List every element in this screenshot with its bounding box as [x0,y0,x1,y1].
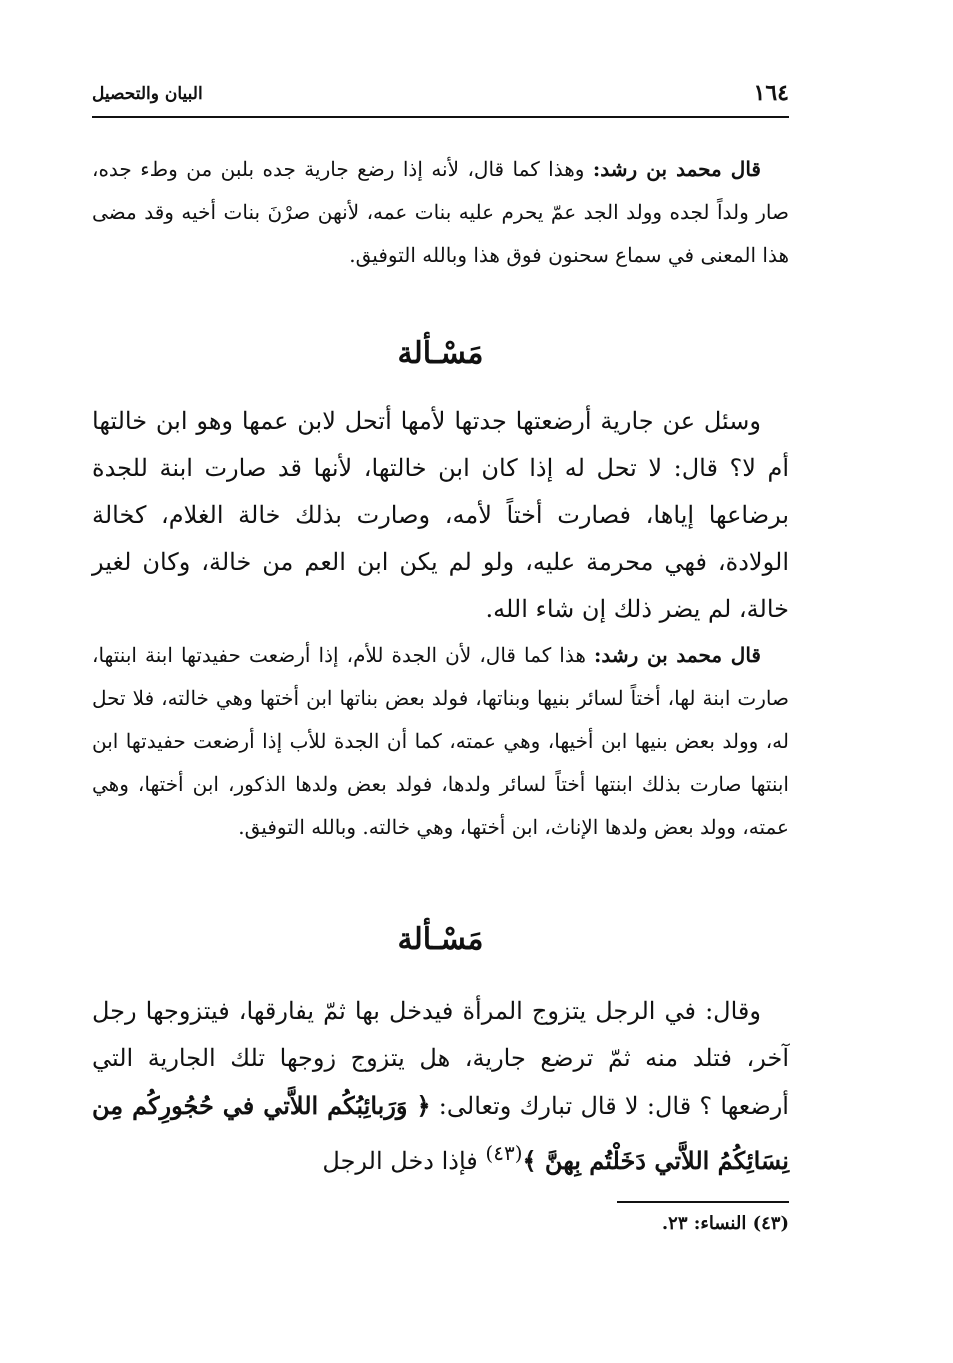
question-paragraph-1 [92,398,789,633]
section-heading-1: مَسْـألة [397,336,484,371]
speaker-label: قال محمد بن رشد: [592,157,761,181]
paragraph-text: هذا كما قال، لأن الجدة للأم، إذا أرضعت حفيدتها ابنة ابنتها، صارت ابنة لها، أختاً لسائر بنيها وبناتها، فولد بعض بناتها ابن أختها وهي خالته، فلا تحل له، وولد بعض بنيها ابن أخيها، وهي عمته، كما أن الجدة للأب إذا أرضعت حفيدتها ابن ابنتها صارت بذلك ابنتها أختاً لسائر ولدها، فولد بعض ولدها الذكور، ابن أختها، وهي عمته، وولد بعض ولدها الإناث، ابن أختها، وهي خالته. وبالله التوفيق. [92,643,789,839]
paragraph-text: وسئل عن جارية أرضعتها جدتها لأمها أتحل لابن عمها وهو ابن خالتها أم لا؟ قال: لا تحل له إذا كان ابن خالتها، لأنها قد صارت ابنة للجدة برضاعها إياها، فصارت أختاً لأمه، وصارت بذلك خالة الغلام، كخالة الولادة، فهي محرمة عليه، ولو لم يكن ابن العم من خالة، وكان لغير خالة، لم يضر ذلك إن شاء الله. [92,407,789,623]
footnote-divider [617,1201,789,1203]
paragraph-text: وقال: في الرجل يتزوج المرأة فيدخل بها ثمّ يفارقها، فيتزوجها رجل آخر، فتلد منه ثمّ ترضع جارية، هل يتزوج زوجها تلك الجارية التي أرضعها ؟ قال: لا قال تبارك وتعالى: [92,997,789,1120]
speaker-label: قال محمد بن رشد: [593,643,761,667]
commentary-paragraph-2 [92,634,789,849]
question-paragraph-2 [92,988,789,1185]
paragraph-text: وهذا كما قال، لأنه إذا رضع جارية جده بلبن من وطء جده، صار ولداً لجده وولد الجد عمّ يحرم عليه بنات عمه، لأنهن صرْنَ بنات أخيه وقد مضى هذا المعنى في سماع سحنون فوق هذا وبالله التوفيق. [92,157,789,267]
paragraph-text-continued: فإذا دخل الرجل [322,1147,478,1175]
page-header [92,76,789,116]
quran-verse: ﴿ وَرَبائِبُكُم اللاَّتي في حُجُورِكُم مِن نِسَائِكُمُ اللاَّتي دَخَلْتُم بِهنَّ ﴾ [92,1091,789,1175]
header-divider [92,116,789,118]
footnote-marker: (٤٣) [485,1141,523,1165]
section-heading-2: مَسْـألة [397,922,484,957]
running-title: البيان والتحصيل [92,84,203,104]
footnote: (٤٣) النساء: ٢٣. [661,1213,789,1234]
page-number: ١٦٤ [753,80,789,106]
commentary-paragraph-1 [92,148,789,277]
